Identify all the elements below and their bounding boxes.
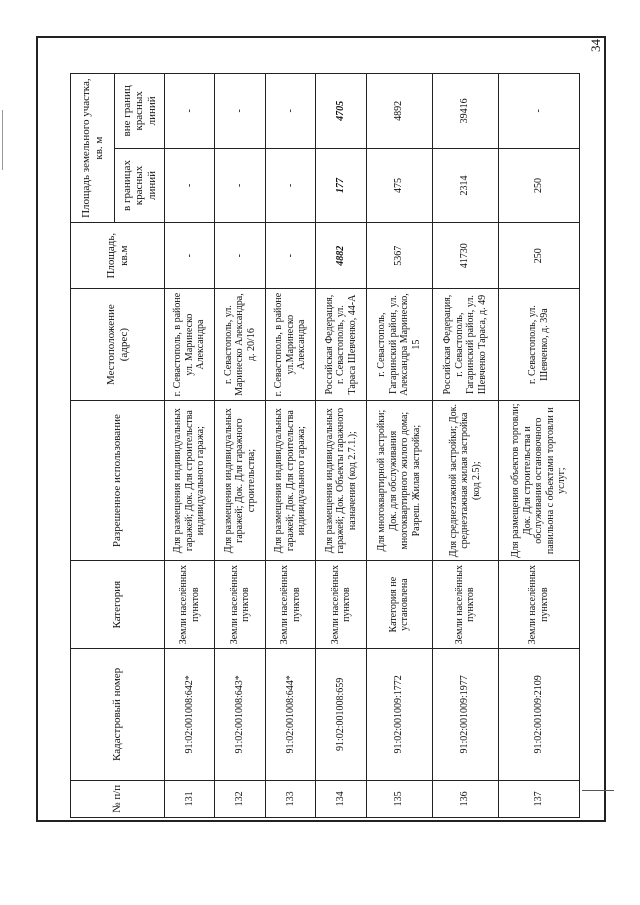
cell-outside: - bbox=[215, 74, 265, 149]
cell-inside: 177 bbox=[316, 148, 366, 223]
cell-inside: 475 bbox=[366, 148, 432, 223]
cell-use: Для размещения индивидуальных гаражей; Док. Объекты гаражного назначения (код 2.7.1.); bbox=[316, 401, 366, 561]
cell-area: - bbox=[165, 223, 215, 289]
header-category: Категория bbox=[71, 561, 165, 649]
cell-area: 5367 bbox=[366, 223, 432, 289]
cell-use: Для размещения индивидуальных гаражей; Док. Для гаражного строительства; bbox=[215, 401, 265, 561]
cell-area: 250 bbox=[498, 223, 579, 289]
table-row bbox=[265, 74, 315, 818]
cell-num: 135 bbox=[366, 780, 432, 817]
cell-use: Для многоквартирной застройки; Док. для обслуживания многоквартирного жилого дома; Разреш. Жилая застройка; bbox=[366, 401, 432, 561]
header-cadastral: Кадастровый номер bbox=[71, 649, 165, 781]
cell-num: 133 bbox=[265, 780, 315, 817]
cell-category: Земли населённых пунктов bbox=[215, 561, 265, 649]
cell-use: Для размещения объектов торговли; Док. Для строительства и обслуживания остановочного павильона с объектами торговли и услуг; bbox=[498, 401, 579, 561]
cell-category: Земли населённых пунктов bbox=[265, 561, 315, 649]
cell-location: Российская Федерация, г. Севастополь, Гагаринский район, ул. Шевченко Тараса, д. 49 bbox=[432, 289, 498, 401]
cell-num: 132 bbox=[215, 780, 265, 817]
cell-location: г. Севастополь, ул. Маринеско Александра, д. 20/16 bbox=[215, 289, 265, 401]
cell-inside: 2314 bbox=[432, 148, 498, 223]
table-row bbox=[366, 74, 432, 818]
cell-cadastral: 91:02:001008:659 bbox=[316, 649, 366, 781]
table-row bbox=[215, 74, 265, 818]
cell-num: 134 bbox=[316, 780, 366, 817]
cell-outside: - bbox=[498, 74, 579, 149]
cell-area: - bbox=[215, 223, 265, 289]
cell-location: г. Севастополь, ул. Шевченко, д. 39а bbox=[498, 289, 579, 401]
cell-area: 41730 bbox=[432, 223, 498, 289]
page-number: 34 bbox=[588, 39, 603, 52]
cell-cadastral: 91:02:001008:644* bbox=[265, 649, 315, 781]
header-permitted-use: Разрешенное использование bbox=[71, 401, 165, 561]
land-plots-table bbox=[70, 73, 580, 818]
table-row bbox=[316, 74, 366, 818]
cell-outside: 4892 bbox=[366, 74, 432, 149]
cell-outside: 4705 bbox=[316, 74, 366, 149]
cell-inside: 250 bbox=[498, 148, 579, 223]
cell-use: Для размещения индивидуальных гаражей; Док. Для строительства индивидуального гаража; bbox=[265, 401, 315, 561]
page-rule bbox=[582, 790, 614, 791]
cell-inside: - bbox=[265, 148, 315, 223]
cell-num: 136 bbox=[432, 780, 498, 817]
rotated-table-container bbox=[70, 73, 580, 818]
header-outside: вне границ красных линий bbox=[115, 74, 165, 149]
cell-outside: 39416 bbox=[432, 74, 498, 149]
cell-location: г. Севастополь, в районе ул. Маринеско Александра bbox=[165, 289, 215, 401]
cell-cadastral: 91:02:001009:2109 bbox=[498, 649, 579, 781]
cell-category: Земли населённых пунктов bbox=[316, 561, 366, 649]
cell-cadastral: 91:02:001009:1772 bbox=[366, 649, 432, 781]
table-row bbox=[498, 74, 579, 818]
cell-inside: - bbox=[165, 148, 215, 223]
cell-cadastral: 91:02:001008:642* bbox=[165, 649, 215, 781]
header-area: Площадь, кв.м bbox=[71, 223, 165, 289]
cell-location: г. Севастополь, Гагаринский район, ул. Александра Маринеско, 15 bbox=[366, 289, 432, 401]
cell-area: 4882 bbox=[316, 223, 366, 289]
cell-category: Земли населённых пунктов bbox=[498, 561, 579, 649]
table-row bbox=[165, 74, 215, 818]
cell-category: Категория не установлена bbox=[366, 561, 432, 649]
cell-outside: - bbox=[265, 74, 315, 149]
table-row bbox=[432, 74, 498, 818]
cell-cadastral: 91:02:001008:643* bbox=[215, 649, 265, 781]
cell-use: Для среднеэтажной застройки; Док. среднеэтажная жилая застройка (код 2.5); bbox=[432, 401, 498, 561]
header-inside: в границах красных линий bbox=[115, 148, 165, 223]
header-num: № п/п bbox=[71, 780, 165, 817]
cell-use: Для размещения индивидуальных гаражей; Док. Для строительства индивидуального гаража; bbox=[165, 401, 215, 561]
cell-outside: - bbox=[165, 74, 215, 149]
cell-cadastral: 91:02:001009:1977 bbox=[432, 649, 498, 781]
cell-inside: - bbox=[215, 148, 265, 223]
header-location: Местоположение (адрес) bbox=[71, 289, 165, 401]
cell-category: Земли населённых пунктов bbox=[165, 561, 215, 649]
cell-location: г. Севастополь, в районе ул.Маринеско Александра bbox=[265, 289, 315, 401]
scan-artifact bbox=[2, 110, 3, 170]
cell-location: Российская Федерация, г. Севастополь, ул. Тараса Шевченко, 44-А bbox=[316, 289, 366, 401]
cell-category: Земли населённых пунктов bbox=[432, 561, 498, 649]
cell-num: 137 bbox=[498, 780, 579, 817]
cell-area: - bbox=[265, 223, 315, 289]
cell-num: 131 bbox=[165, 780, 215, 817]
header-land-area: Площадь земельного участка, кв. м bbox=[71, 74, 115, 223]
